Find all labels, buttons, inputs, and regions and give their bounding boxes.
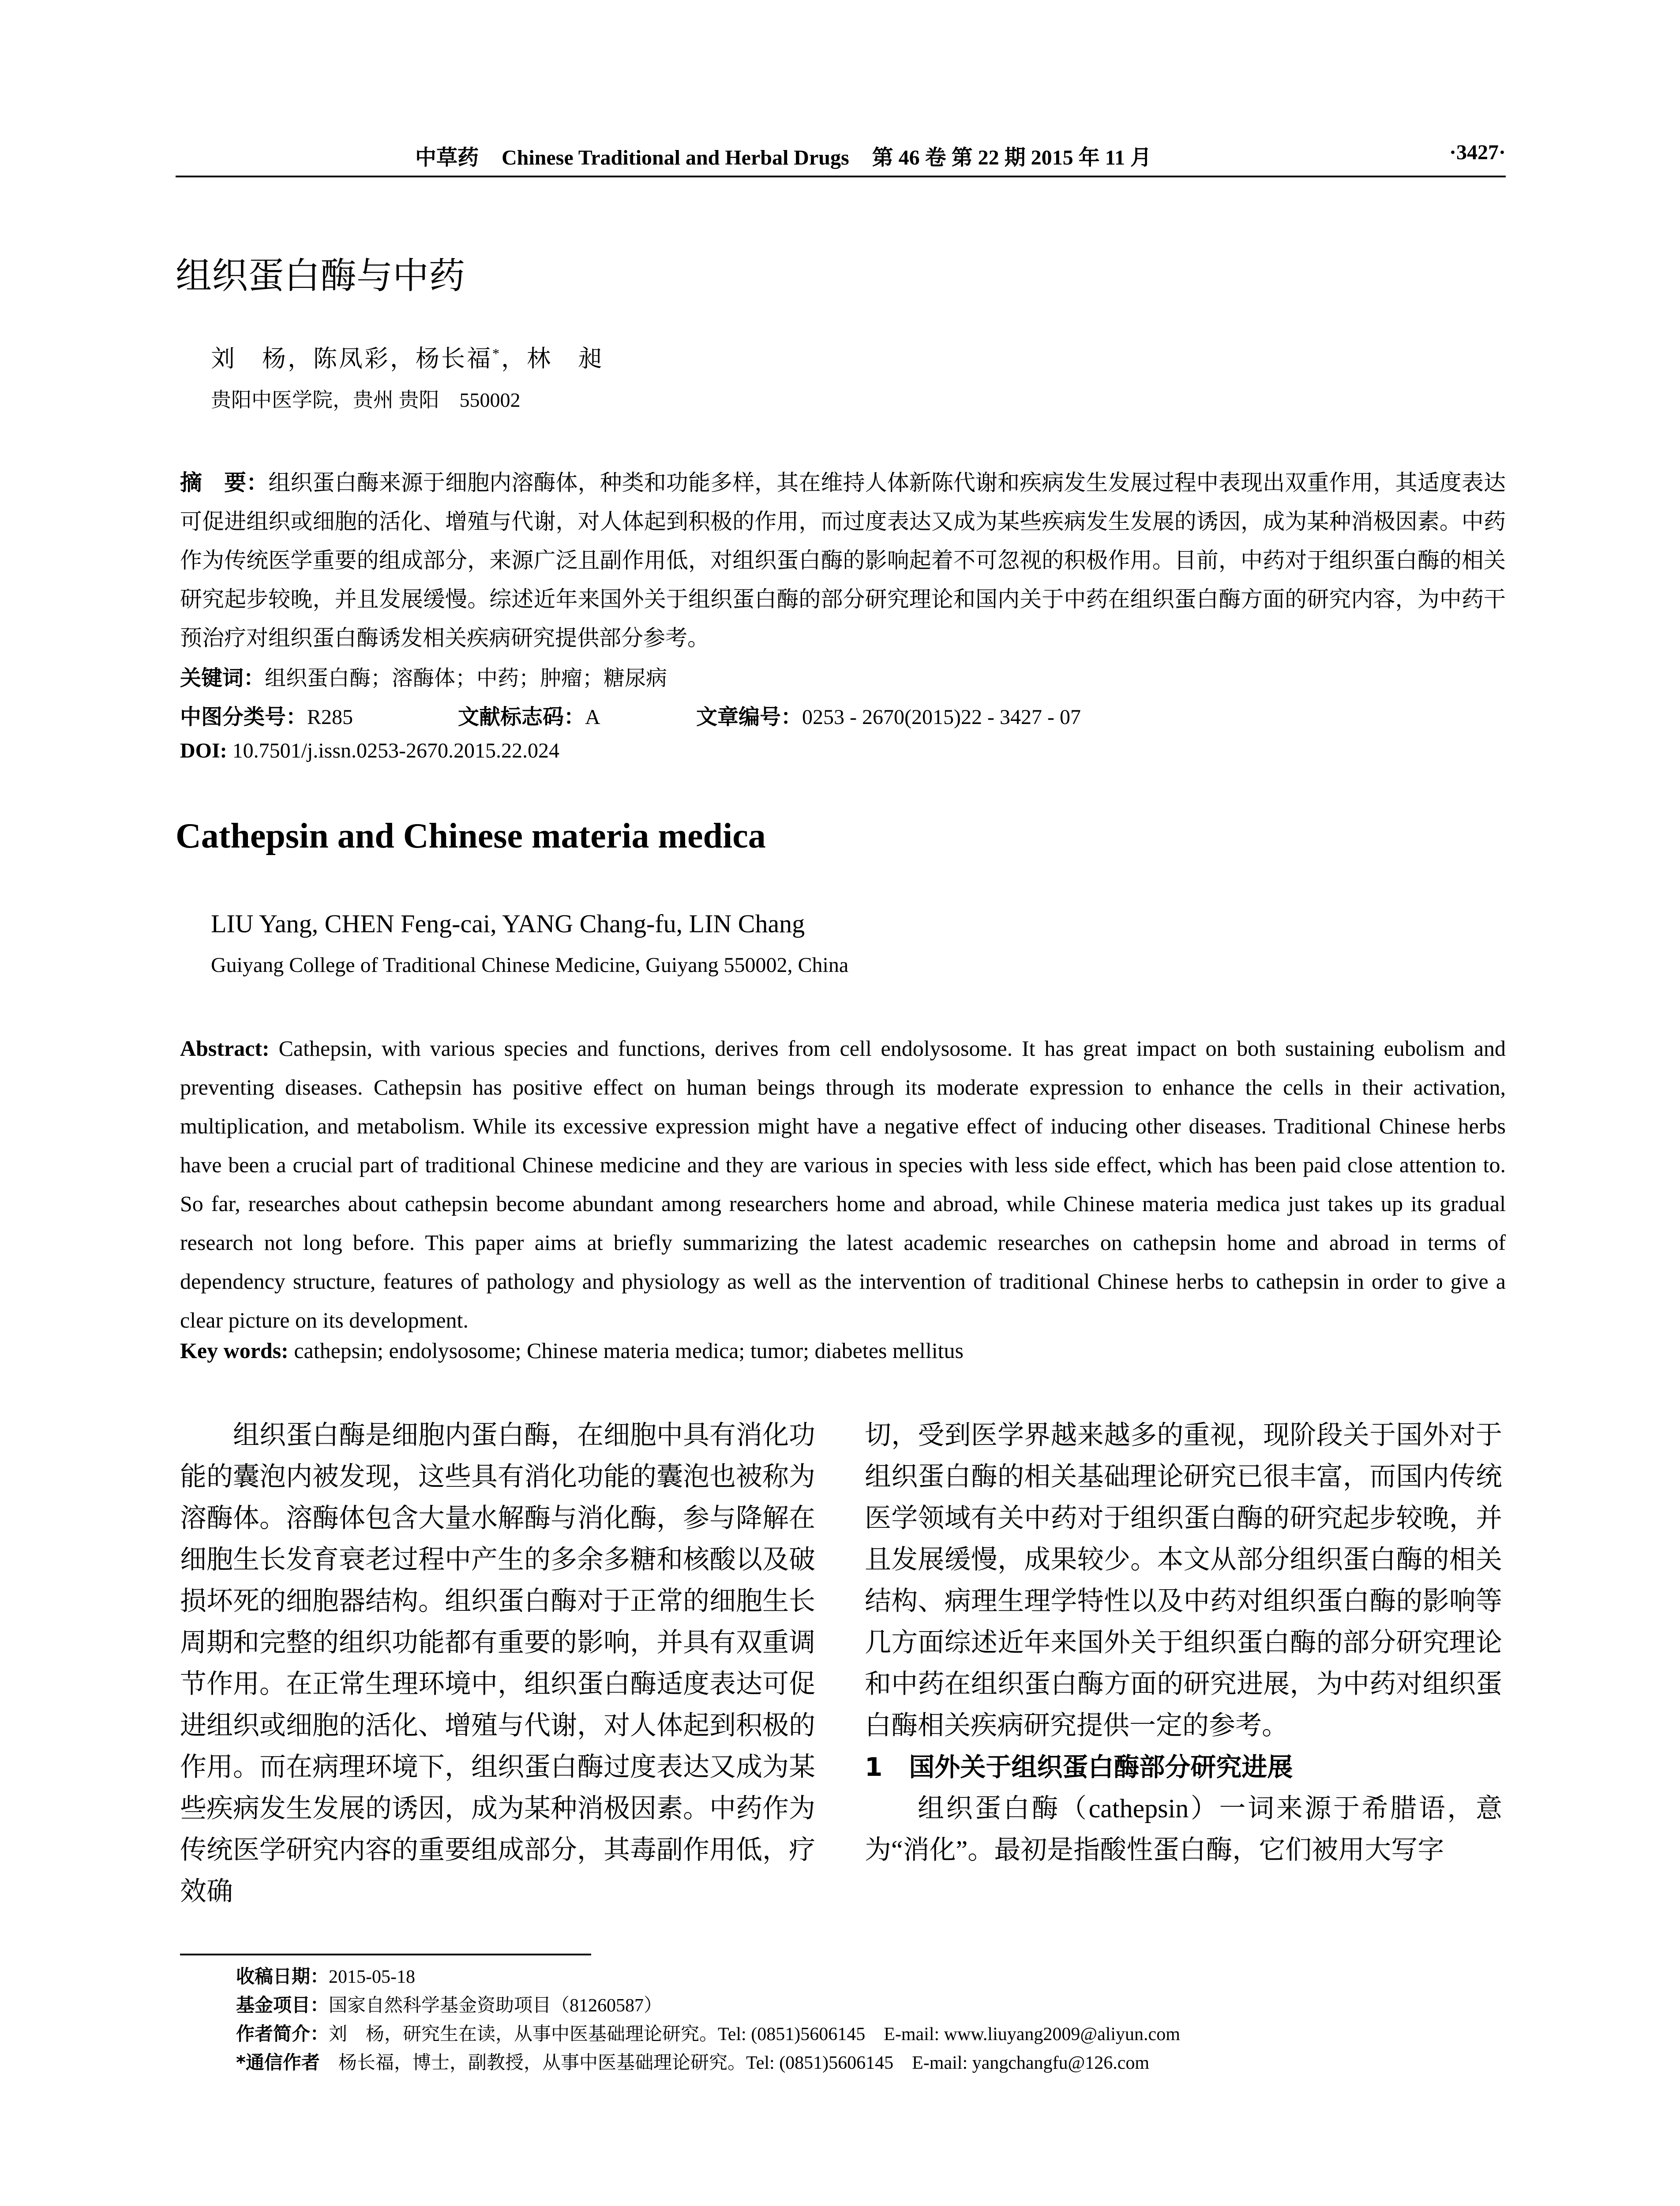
received-value: 2015-05-18 [329, 1967, 415, 1987]
doc-code-label: 文献标志码： [458, 705, 585, 729]
journal-name-cn: 中草药 [415, 145, 479, 170]
keywords-cn-label: 关键词： [180, 666, 265, 690]
abstract-en-text: Cathepsin, with various species and functions, derives from cell endolysosome. It has great impact on both sustaining eubolism and preventing diseases. Cathepsin has positive effect on human beings through its moderate expression to enhance the cells in their activation, multiplication, and metabolism. While its excessive expression might have a negative effect of inducing other diseases. Traditional Chinese herbs have been a crucial part of traditional Chinese medicine and they are various in species with less side effect, which has been paid close attention to. So far, researches about cathepsin become abundant among researchers home and abroad, while Chinese materia medica just takes up its gradual research not long before. This paper aims at briefly summarizing the latest academic researches on cathepsin home and abroad in terms of dependency structure, features of pathology and physiology as well as the intervention of traditional Chinese herbs to cathepsin in order to give a clear picture on its development. [180, 1036, 1506, 1332]
header-journal-line [176, 140, 1391, 171]
abstract-en-label: Abstract: [180, 1036, 270, 1061]
footnote-rule [180, 1954, 591, 1955]
section-heading [865, 1746, 1502, 1788]
clc-value: R285 [307, 705, 353, 729]
body-paragraph-intro: 组织蛋白酶是细胞内蛋白酶，在细胞中具有消化功能的囊泡内被发现，这些具有消化功能的囊泡也被称为溶酶体。溶酶体包含大量水解酶与消化酶，参与降解在细胞生长发育衰老过程中产生的多余多糖和核酸以及破损坏死的细胞器结构。组织蛋白酶对于正常的细胞生长周期和完整的组织功能都有重要的影响，并具有双重调节作用。在正常生理环境中，组织蛋白酶适度表达可促进组织或细胞的活化、增殖与代谢，对人体起到积极的作用。而在病理环境下，组织蛋白酶过度表达又成为某些疾病发生发展的诱因，成为某种消极因素。中药作为传统医学研究内容的重要组成部分，其毒副作用低，疗效确 [180, 1421, 815, 1906]
doi-label: DOI: [180, 739, 227, 762]
doc-code-value: A [585, 705, 600, 729]
fund-label: 基金项目： [236, 1994, 329, 2016]
issue-info: 第 46 卷 第 22 期 2015 年 11 月 [872, 146, 1152, 169]
keywords-cn-text: 组织蛋白酶；溶酶体；中药；肿瘤；糖尿病 [265, 667, 668, 690]
author-label: 作者简介： [236, 2023, 329, 2045]
authors-cn [211, 340, 604, 374]
keywords-en-label: Key words: [180, 1338, 289, 1363]
keywords-en-text: cathepsin; endolysosome; Chinese materia medica; tumor; diabetes mellitus [294, 1338, 964, 1363]
article-no-label: 文章编号： [696, 705, 802, 729]
footnote-fund [236, 1991, 1515, 2020]
abstract-cn-text: 组织蛋白酶来源于细胞内溶酶体，种类和功能多样，其在维持人体新陈代谢和疾病发生发展过程中表现出双重作用，其适度表达可促进组织或细胞的活化、增殖与代谢，对人体起到积极的作用，而过度表达又成为某些疾病发生发展的诱因，成为某种消极因素。中药作为传统医学重要的组成部分，来源广泛且副作用低，对组织蛋白酶的影响起着不可忽视的积极作用。目前，中药对于组织蛋白酶的相关研究起步较晚，并且发展缓慢。综述近年来国外关于组织蛋白酶的部分研究理论和国内关于中药在组织蛋白酶方面的研究内容，为中药干预治疗对组织蛋白酶诱发相关疾病研究提供部分参考。 [180, 470, 1506, 650]
authors-cn-names: 刘 杨，陈凤彩，杨长福 [211, 345, 492, 372]
affiliation-cn: 贵阳中医学院，贵州 贵阳 550002 [211, 389, 521, 411]
corresponding-value: 杨长福，博士，副教授，从事中医基础理论研究。Tel: (0851)5606145 E-mail: yangchangfu@126.com [338, 2053, 1150, 2073]
doc-code-item [458, 700, 600, 730]
abstract-cn [180, 463, 1506, 657]
article-title-en: Cathepsin and Chinese materia medica [176, 817, 766, 855]
author-value: 刘 杨，研究生在读，从事中医基础理论研究。Tel: (0851)5606145 E-mail: www.liuyang2009@aliyun.com [329, 2024, 1180, 2045]
footnotes [236, 1962, 1515, 2077]
body-paragraph-intro-cont: 切，受到医学界越来越多的重视，现阶段关于国外对于组织蛋白酶的相关基础理论研究已很丰富，而国内传统医学领域有关中药对于组织蛋白酶的研究起步较晚，并且发展缓慢，成果较少。本文从部分组织蛋白酶的相关结构、病理生理学特性以及中药对组织蛋白酶的影响等几方面综述近年来国外关于组织蛋白酶的部分研究理论和中药在组织蛋白酶方面的研究进展，为中药对组织蛋白酶相关疾病研究提供一定的参考。 [865, 1421, 1502, 1740]
keywords-en [180, 1338, 1506, 1363]
abstract-en [180, 1029, 1506, 1339]
section-title: 国外关于组织蛋白酶部分研究进展 [909, 1752, 1293, 1782]
doi-row [180, 739, 559, 763]
body-column-left [180, 1414, 815, 1912]
body-column-right [865, 1414, 1502, 1871]
received-label: 收稿日期： [236, 1966, 329, 1987]
doi-value: 10.7501/j.issn.0253-2670.2015.22.024 [232, 739, 560, 762]
clc-label: 中图分类号： [180, 705, 308, 729]
article-no-item [696, 700, 1081, 730]
footnote-received [236, 1962, 1515, 1991]
corresponding-mark: * [492, 345, 501, 361]
abstract-cn-label: 摘 要： [180, 470, 269, 495]
corresponding-label: *通信作者 [236, 2052, 320, 2073]
fund-value: 国家自然科学基金资助项目（81260587） [329, 1996, 663, 2016]
clc-item [180, 700, 353, 730]
header-rule [176, 176, 1506, 177]
article-title-cn: 组织蛋白酶与中药 [176, 255, 465, 297]
section-number: 1 [865, 1752, 883, 1782]
authors-cn-tail: ，林 昶 [501, 345, 604, 372]
journal-name-en: Chinese Traditional and Herbal Drugs [501, 146, 849, 169]
footnote-corresponding [236, 2048, 1515, 2077]
keywords-cn [180, 661, 1506, 691]
article-no-value: 0253 - 2670(2015)22 - 3427 - 07 [802, 705, 1081, 729]
authors-en: LIU Yang, CHEN Feng-cai, YANG Chang-fu, LIN Chang [211, 909, 805, 938]
affiliation-en: Guiyang College of Traditional Chinese Medicine, Guiyang 550002, China [211, 953, 849, 977]
page-number: ·3427· [1449, 141, 1506, 164]
footnote-author [236, 2020, 1515, 2048]
body-paragraph-section-1: 组织蛋白酶（cathepsin）一词来源于希腊语，意为“消化”。最初是指酸性蛋白酶，它们被用大写字 [865, 1794, 1502, 1865]
running-header [176, 140, 1506, 171]
